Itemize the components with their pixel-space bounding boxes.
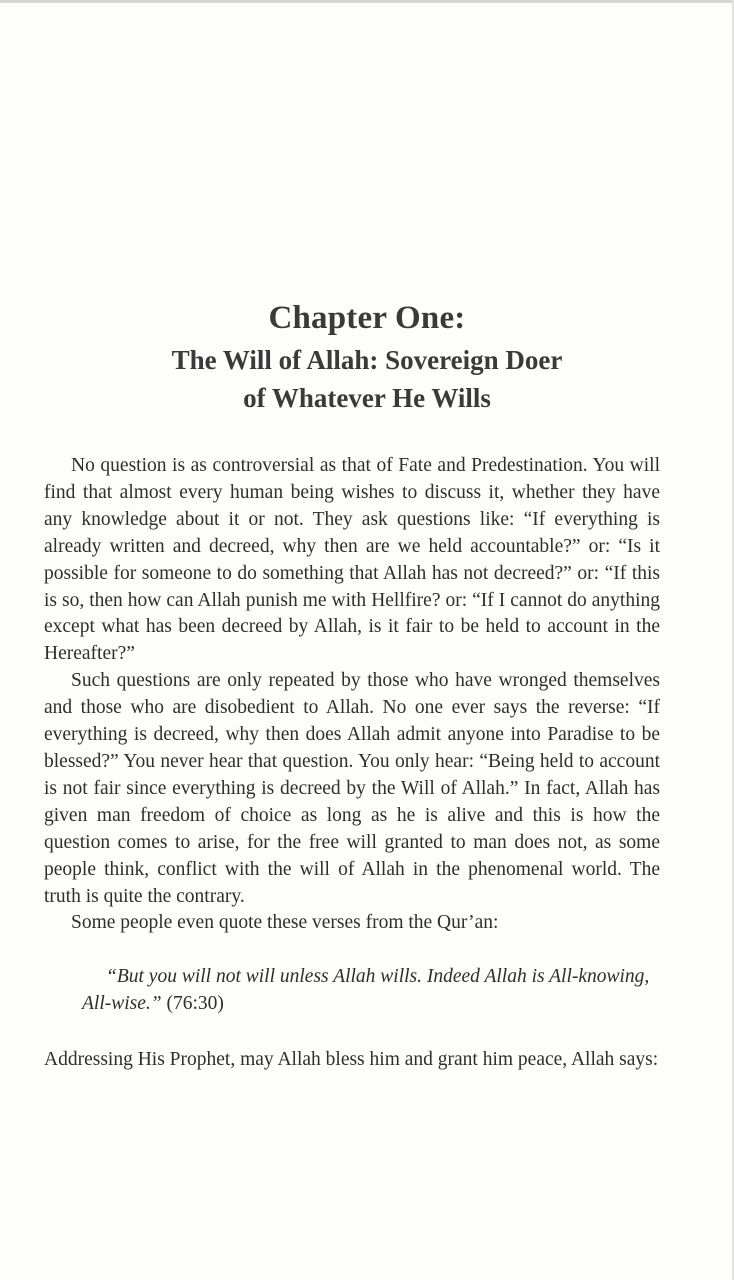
quote-reference: (76:30)	[166, 993, 224, 1015]
chapter-number: Chapter One:	[268, 300, 466, 336]
paragraph-3: Some people even quote these verses from the Qur’an:	[71, 912, 499, 934]
paragraph-1: No question is as controversial as that of Fate and Predestination. You will find that almost every human being wishes to discuss it, whether they have any knowledge about it or not. They ask questions like: “If everything is already written and decreed, why then are we held accountable?” or: “Is it possible for someone to do something that Allah has not decreed?” or: “If this is so, then how can Allah punish me with Hellfire? or: “If I cannot do anything except what has been decreed by Allah, is it fair to be held to account in the Hereafter?”	[44, 455, 660, 665]
quran-quote	[82, 964, 652, 1018]
body-text	[44, 453, 660, 1074]
closing-paragraph: Addressing His Prophet, may Allah bless him and grant him peace, Allah says:	[44, 1049, 659, 1071]
page-top-edge	[0, 0, 734, 3]
chapter-title-line-2: of Whatever He Wills	[243, 383, 491, 413]
paragraph-2: Such questions are only repeated by those who have wronged themselves and those who are disobedient to Allah. No one ever says the reverse: “If everything is decreed, why then does Allah admit anyone into Paradise to be blessed?” You never hear that question. You only hear: “Being held to account is not fair since everything is decreed by the Will of Allah.” In fact, Allah has given man freedom of choice as long as he is alive and this is how the question comes to arise, for the free will granted to man does not, as some people think, conflict with the will of Allah in the phenomenal world. The truth is quite the contrary.	[44, 670, 660, 907]
quote-text: “But you will not will unless Allah wills. Indeed Allah is All-knowing, All-wise.”	[82, 966, 650, 1015]
chapter-title-line-1: The Will of Allah: Sovereign Doer	[171, 345, 563, 375]
chapter-heading	[0, 296, 734, 416]
